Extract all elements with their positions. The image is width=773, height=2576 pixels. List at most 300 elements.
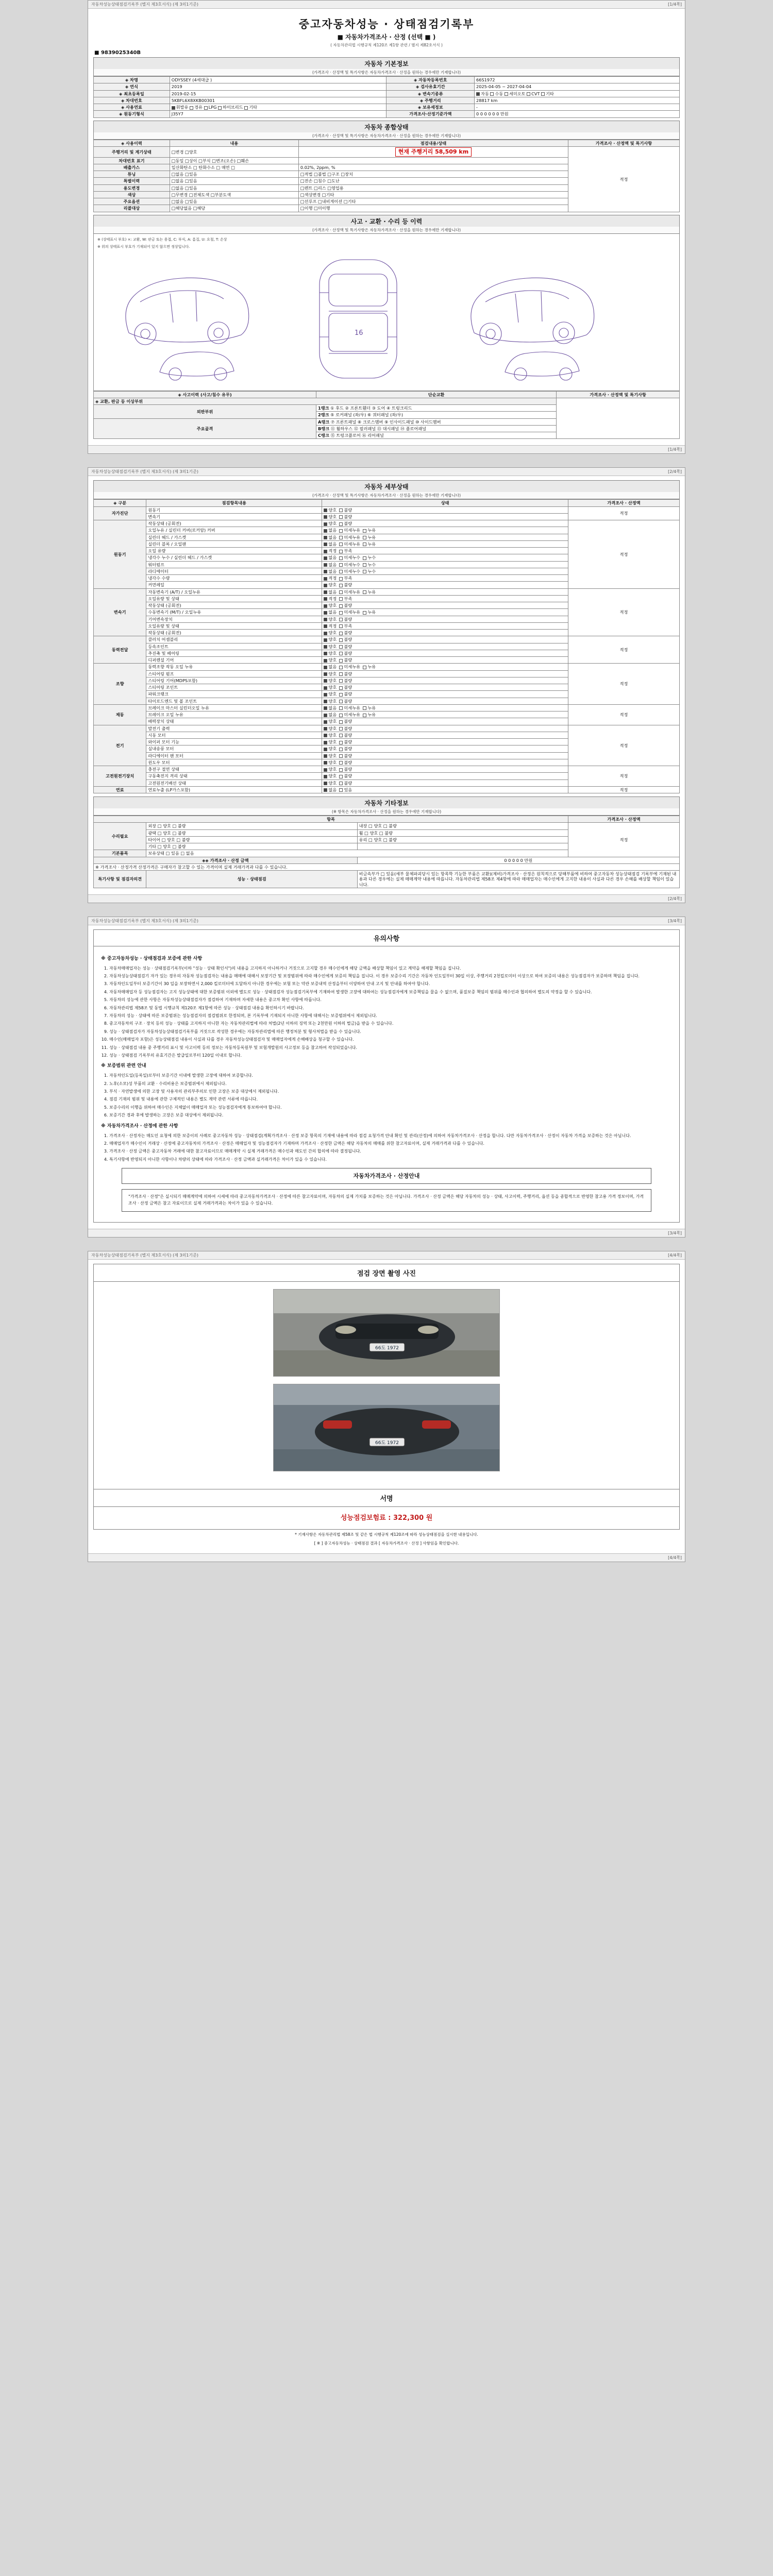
detail-item-label: 냉각수 수량 bbox=[146, 575, 322, 582]
option-label: 미세누유 bbox=[344, 609, 363, 615]
option-label: 누유 bbox=[367, 528, 379, 533]
option-label: 불량 bbox=[344, 739, 355, 744]
checkbox-불량-icon[interactable] bbox=[339, 638, 343, 642]
notice-item: 6. 보증기간 경과 후에 발생하는 고장은 보증 대상에서 제외됩니다. bbox=[109, 1112, 672, 1118]
checkbox-auto-icon[interactable] bbox=[476, 92, 480, 96]
detail-item-options[interactable] bbox=[322, 711, 568, 718]
detail-item-label: 디퍼렌셜 기어 bbox=[146, 657, 322, 664]
insurance-fee-label: 성능점검보험료 : bbox=[340, 1514, 391, 1522]
notice-item: 1. 가격조사 · 산정자는 매도인 요청에 의한 보증이의 사례로 중고자동차 성능 · 상태점검(계획가격조사 · 산정 보증 항목의 기재에 내용에 따라 점검 요청가격 안내 확인 및 관리(산정)에 의하여 자동차가격조사 · 산정을 합니다. 다만 자동차가격조사 · 산정이 자동차 가격을 보증하는 것은 아닙니다. bbox=[109, 1133, 672, 1139]
detail-item-options[interactable] bbox=[322, 609, 568, 616]
checkbox-양호-icon[interactable] bbox=[324, 604, 327, 608]
checkbox-불량-icon[interactable] bbox=[339, 618, 343, 621]
overall-row-detail[interactable]: □없음 □있음 bbox=[170, 184, 298, 191]
document-page-3 bbox=[88, 917, 685, 1238]
etc-cell[interactable]: 타이어 □ 양호 □ 불량 bbox=[146, 836, 357, 843]
detail-item-options[interactable] bbox=[322, 554, 568, 561]
option-label: 양호 bbox=[328, 753, 340, 758]
checkbox-누유-icon[interactable] bbox=[363, 611, 366, 615]
checkbox-cvt-icon[interactable] bbox=[527, 92, 530, 96]
fuel-options[interactable] bbox=[172, 105, 257, 110]
checkbox-양호-icon[interactable] bbox=[324, 584, 327, 587]
vehicle-photo-rear bbox=[273, 1384, 500, 1471]
option-label: 누유 bbox=[367, 589, 379, 595]
option-label: 누유 bbox=[367, 705, 379, 710]
checkbox-없음-icon[interactable] bbox=[324, 570, 327, 573]
basic-info-table bbox=[93, 76, 680, 118]
overall-row-detail[interactable]: □해당없음 □해당 bbox=[170, 205, 298, 212]
overall-row-detail[interactable]: □없음 □있음 bbox=[170, 198, 298, 205]
overall-col-usage: ◈ 사용이력 bbox=[94, 140, 170, 146]
detail-item-options[interactable] bbox=[322, 616, 568, 622]
checkbox-양호-icon[interactable] bbox=[324, 686, 327, 690]
checkbox-미세누수-icon[interactable] bbox=[339, 563, 343, 567]
notice-item: 2. 자동차성능상태점검기 자가 있는 경우의 자동차 성능점검자는 내용을 매매에 대해서 보장기간 및 보장범위에 따라 매수인에게 보증의 책임을 집니다. 이 경우 보증수리 기간은 자동차 인도일부터 30일 이상, 주행거리 2천킬로미터 이상으로 하여 보증의 내용은 성능점검자가 보증하며 책임을 집니다. bbox=[109, 973, 672, 979]
rank-label: A랭크 bbox=[318, 419, 330, 425]
section-accident-title: 사고 · 교환 · 수리 등 이력 bbox=[93, 215, 680, 227]
overall-row-label: 주행거리 및 계기상태 bbox=[94, 146, 170, 157]
checkbox-불량-icon[interactable] bbox=[339, 727, 343, 731]
overall-row-detail[interactable]: □무변경 □전체도색 □부분도색 bbox=[170, 191, 298, 198]
etc-cell[interactable]: 외장 □ 양호 □ 불량 bbox=[146, 823, 357, 829]
detail-item-options[interactable] bbox=[322, 527, 568, 534]
detail-item-options[interactable] bbox=[322, 630, 568, 636]
detail-item-options[interactable] bbox=[322, 773, 568, 779]
opt-label: 세미오토 bbox=[509, 91, 526, 96]
checkbox-불량-icon[interactable] bbox=[339, 679, 343, 683]
checkbox-미세누유-icon[interactable] bbox=[339, 590, 343, 594]
etc-table bbox=[93, 816, 680, 888]
checkbox-미세누수-icon[interactable] bbox=[339, 570, 343, 573]
checkbox-누유-icon[interactable] bbox=[363, 714, 366, 717]
checkbox-없음-icon[interactable] bbox=[324, 556, 327, 560]
checkbox-양호-icon[interactable] bbox=[324, 748, 327, 751]
detail-item-label: 스티어링 기어(MDPS포함) bbox=[146, 677, 322, 684]
option-label: 미세누수 bbox=[344, 568, 363, 574]
checkbox-불량-icon[interactable] bbox=[339, 768, 343, 772]
option-label: 양호 bbox=[328, 671, 340, 676]
topbar-left-text: 자동차성능상태점검기록부 (별지 제3호서식) (제 3의1기준) bbox=[91, 1252, 198, 1258]
option-label: 부족 bbox=[344, 623, 355, 629]
checkbox-lpg-icon[interactable] bbox=[204, 106, 208, 110]
checkbox-불량-icon[interactable] bbox=[339, 700, 343, 703]
checkbox-누수-icon[interactable] bbox=[363, 556, 366, 560]
detail-group-label: 제동 bbox=[94, 704, 146, 725]
total-price-value: 0 0 0 0 0 만원 bbox=[357, 857, 679, 863]
price-statement-body: "가격조사 · 산정"은 실시되기 매매계약에 의하여 시세에 따라 중고자동차가격조사 · 산정에 따른 참고자료이며, 자동차의 실제 가치를 보증하는 것은 아닙니다. 가격조사 · 산정 금액은 해당 자동차의 성능 · 상태, 사고이력, 주행거리, 옵션 등을 종합적으로 반영한 참고용 가격 정보이며, 가격조사 · 산정 금액은 참고 자료이므로 실제 거래가격과는 차이가 있을 수 있습니다. bbox=[122, 1189, 651, 1212]
checkbox-없음-icon[interactable] bbox=[324, 563, 327, 567]
option-label: 불량 bbox=[344, 780, 355, 786]
detail-item-label: 워터펌프 bbox=[146, 561, 322, 568]
checkbox-불량-icon[interactable] bbox=[339, 748, 343, 751]
detail-item-options[interactable] bbox=[322, 670, 568, 677]
detail-item-label: 추진축 및 베어링 bbox=[146, 650, 322, 656]
checkbox-양호-icon[interactable] bbox=[324, 672, 327, 676]
detail-item-options[interactable] bbox=[322, 732, 568, 738]
page2-topbar bbox=[88, 468, 685, 476]
detail-item-options[interactable] bbox=[322, 636, 568, 643]
detail-item-options[interactable] bbox=[322, 548, 568, 554]
option-label: 양호 bbox=[328, 739, 340, 744]
checkbox-semiauto-icon[interactable] bbox=[505, 92, 508, 96]
detail-item-label: 시동 모터 bbox=[146, 732, 322, 738]
option-label: 양호 bbox=[328, 507, 340, 513]
option-label: 불량 bbox=[344, 725, 355, 731]
detail-item-options[interactable] bbox=[322, 786, 568, 793]
photo-rear-svg bbox=[274, 1384, 500, 1471]
basic-value: 66S1972 bbox=[475, 77, 680, 83]
checkbox-누유-icon[interactable] bbox=[363, 529, 366, 533]
detail-group-note: 적정 bbox=[568, 588, 679, 636]
notice-item: 2. 매매업자가 매수인이 거래상 · 산정에 중고자동차의 가격조사 · 산정은 매매업자 및 성능점검자가 기재하며 가격조사 · 산정한 금액은 해당 자동차의 매매를 위한 참고자료이며, 실제 거래가격과 다를 수 있습니다. bbox=[109, 1141, 672, 1147]
detail-group-label: 고전원전기장치 bbox=[94, 766, 146, 787]
basic-label: ◈ 사용연료 bbox=[94, 104, 170, 111]
checkbox-부족-icon[interactable] bbox=[339, 624, 343, 628]
notice-heading-2: ※ 보증범위 관련 안내 bbox=[101, 1063, 146, 1069]
checkbox-미세누유-icon[interactable] bbox=[339, 529, 343, 533]
checkbox-없음-icon[interactable] bbox=[324, 590, 327, 594]
etc-cell[interactable]: 기타 □ 양호 □ 불량 bbox=[146, 843, 357, 850]
checkbox-불량-icon[interactable] bbox=[339, 645, 343, 649]
car-diagram-svg bbox=[96, 250, 677, 388]
table-row bbox=[94, 786, 680, 793]
checkbox-미세누유-icon[interactable] bbox=[339, 714, 343, 717]
detail-item-label: 발전기 출력 bbox=[146, 725, 322, 732]
detail-item-options[interactable] bbox=[322, 622, 568, 629]
checkbox-fuel-other-icon[interactable] bbox=[244, 106, 248, 110]
checkbox-불량-icon[interactable] bbox=[339, 686, 343, 690]
detail-item-options[interactable] bbox=[322, 657, 568, 664]
detail-item-options[interactable] bbox=[322, 602, 568, 609]
rank-row bbox=[316, 432, 557, 439]
detail-item-options[interactable] bbox=[322, 575, 568, 582]
transmission-options[interactable] bbox=[476, 91, 554, 96]
checkbox-불량-icon[interactable] bbox=[339, 604, 343, 608]
checkbox-있음-icon[interactable] bbox=[339, 788, 343, 792]
checkbox-누유-icon[interactable] bbox=[363, 536, 366, 539]
option-label: 불량 bbox=[344, 767, 355, 772]
checkbox-양호-icon[interactable] bbox=[324, 509, 327, 512]
option-label: 불량 bbox=[344, 582, 355, 588]
option-label: 누수 bbox=[367, 568, 379, 574]
checkbox-미세누유-icon[interactable] bbox=[339, 706, 343, 710]
detail-item-label: 윈도우 모터 bbox=[146, 759, 322, 766]
detail-item-options[interactable] bbox=[322, 520, 568, 527]
checkbox-양호-icon[interactable] bbox=[324, 768, 327, 772]
detail-item-options[interactable] bbox=[322, 725, 568, 732]
option-label: 없음 bbox=[328, 541, 340, 547]
basic-label: ◈ 원동기형식 bbox=[94, 111, 170, 117]
detail-item-options[interactable] bbox=[322, 561, 568, 568]
notice-sub-list bbox=[101, 1073, 672, 1118]
checkbox-양호-icon[interactable] bbox=[324, 632, 327, 635]
checkbox-없음-icon[interactable] bbox=[324, 543, 327, 546]
option-label: 적정 bbox=[328, 623, 340, 629]
checkbox-누유-icon[interactable] bbox=[363, 543, 366, 546]
detail-group-label: 동력전달 bbox=[94, 636, 146, 664]
checkbox-부족-icon[interactable] bbox=[339, 577, 343, 581]
table-row bbox=[94, 588, 680, 595]
notice-body bbox=[93, 946, 680, 1223]
checkbox-불량-icon[interactable] bbox=[339, 509, 343, 512]
basic-value: 2019 bbox=[170, 83, 386, 90]
etc-cell[interactable]: 광택 □ 양호 □ 불량 bbox=[146, 829, 357, 836]
detail-item-options[interactable] bbox=[322, 684, 568, 691]
detail-item-options[interactable] bbox=[322, 745, 568, 752]
detail-item-options[interactable] bbox=[322, 568, 568, 574]
overall-row-detail[interactable]: □변경 □양호 bbox=[170, 146, 298, 157]
detail-item-options[interactable] bbox=[322, 588, 568, 595]
basic-value: 0 0 0 0 0 0 만원 bbox=[475, 111, 680, 117]
checkbox-미세누유-icon[interactable] bbox=[339, 536, 343, 539]
detail-item-options[interactable] bbox=[322, 691, 568, 698]
document-page-2 bbox=[88, 467, 685, 903]
overall-note-cell: 적정 bbox=[568, 146, 679, 212]
overall-row-detail[interactable]: □동일 □상이 □부식 □변조(오손) □훼손 bbox=[170, 157, 298, 164]
detail-state-table bbox=[93, 499, 680, 793]
checkbox-불량-icon[interactable] bbox=[339, 522, 343, 526]
checkbox-불량-icon[interactable] bbox=[339, 761, 343, 765]
detail-item-options[interactable] bbox=[322, 779, 568, 786]
etc-group-basic-items: 기본품목 bbox=[94, 850, 146, 857]
notice-item: 5. 자동차의 성능에 관한 사항은 자동차성능상태점검자가 점검하여 기재하며 자세한 내용은 중고차 확인 사항에 따릅니다. bbox=[109, 997, 672, 1003]
checkbox-양호-icon[interactable] bbox=[324, 645, 327, 649]
detail-item-options[interactable] bbox=[322, 582, 568, 588]
detail-group-note: 적정 bbox=[568, 704, 679, 725]
option-label: 불량 bbox=[344, 691, 355, 697]
plate-text-2: 66도 1972 bbox=[375, 1440, 399, 1446]
diagram-legend-1: ※ (상태표시 부호) ×: 교환, W: 판금 또는 용접, C: 부식, A: 흠집, U: 요철, T: 손상 bbox=[97, 237, 227, 242]
notice-item: 3. 자동차인도일부터 보증기간이 30 일을 보장하면서 2,000 킬로미터에 도달하지 아니한 경우에는 보험 또는 약관 보증내역 산정을부터 이양하여 안내 고지 및 안내를 하여야 합니다. bbox=[109, 981, 672, 987]
topbar-right-text: [4/4쪽] bbox=[668, 1252, 682, 1258]
table-row bbox=[94, 863, 680, 870]
checkbox-없음-icon[interactable] bbox=[324, 529, 327, 533]
detail-item-options[interactable] bbox=[322, 664, 568, 670]
detail-item-label: 스티어링 펌프 bbox=[146, 670, 322, 677]
detail-item-options[interactable] bbox=[322, 752, 568, 759]
detail-item-options[interactable] bbox=[322, 698, 568, 704]
etc-cell[interactable]: 유리 □ 양호 □ 불량 bbox=[357, 836, 568, 843]
notice-item: 8. 중고자동차의 구조 · 장치 등의 성능 · 상태를 고지하지 아니한 자는 자동차관리법에 따라 처벌(2년 이하의 징역 또는 2천만원 이하의 벌금)을 받을 수 있습니다. bbox=[109, 1021, 672, 1027]
option-label: 불량 bbox=[344, 650, 355, 656]
option-label: 부족 bbox=[344, 575, 355, 581]
checkbox-없음-icon[interactable] bbox=[324, 706, 327, 710]
detail-group-label: 변속기 bbox=[94, 588, 146, 636]
detail-item-options[interactable] bbox=[322, 677, 568, 684]
checkbox-manual-icon[interactable] bbox=[490, 92, 494, 96]
option-label: 미세누유 bbox=[344, 712, 363, 717]
checkbox-양호-icon[interactable] bbox=[324, 700, 327, 703]
checkbox-양호-icon[interactable] bbox=[324, 720, 327, 724]
notice-item: 4. 특기사항에 반영되지 아니한 사항이나 차량의 상태에 따라 가격조사 · 산정 금액과 실거래가격은 차이가 있을 수 있습니다. bbox=[109, 1157, 672, 1163]
checkbox-양호-icon[interactable] bbox=[324, 727, 327, 731]
detail-item-options[interactable] bbox=[322, 766, 568, 773]
detail-item-options[interactable] bbox=[322, 513, 568, 520]
document-legal-note: ( 자동차관리법 시행규칙 제120조 제1항 관련 / 별지 제82호서식 ) bbox=[330, 43, 443, 47]
vehicle-photo-front bbox=[273, 1289, 500, 1377]
opt-label: CVT bbox=[531, 91, 540, 96]
option-label: 없음 bbox=[328, 609, 340, 615]
option-label: 미세누수 bbox=[344, 562, 363, 567]
checkbox-trans-other-icon[interactable] bbox=[541, 92, 545, 96]
option-label: 양호 bbox=[328, 630, 340, 635]
checkbox-양호-icon[interactable] bbox=[324, 638, 327, 642]
checkbox-적정-icon[interactable] bbox=[324, 550, 327, 553]
topbar-left-text: 자동차성능상태점검기록부 (별지 제3호서식) (제 3의1기준) bbox=[91, 469, 198, 474]
overall-col-detail: 내용 bbox=[170, 140, 298, 146]
table-row bbox=[94, 90, 680, 97]
checkbox-미세누유-icon[interactable] bbox=[339, 666, 343, 669]
option-label: 미세누유 bbox=[344, 705, 363, 710]
detail-item-options[interactable] bbox=[322, 739, 568, 745]
option-label: 양호 bbox=[328, 616, 340, 622]
detail-item-label: 작동상태 (공회전) bbox=[146, 602, 322, 609]
overall-row-label: 특별이력 bbox=[94, 178, 170, 184]
checkbox-미세누수-icon[interactable] bbox=[339, 556, 343, 560]
checkbox-양호-icon[interactable] bbox=[324, 761, 327, 765]
checkbox-불량-icon[interactable] bbox=[339, 754, 343, 758]
checkbox-누수-icon[interactable] bbox=[363, 563, 366, 567]
checkbox-불량-icon[interactable] bbox=[339, 782, 343, 785]
checkbox-미세누유-icon[interactable] bbox=[339, 611, 343, 615]
checkbox-적정-icon[interactable] bbox=[324, 597, 327, 601]
overall-row-label: 색상 bbox=[94, 191, 170, 198]
rank-label: 1랭크 bbox=[318, 405, 329, 411]
checkbox-양호-icon[interactable] bbox=[324, 754, 327, 758]
option-label: 없음 bbox=[328, 555, 340, 561]
table-row bbox=[94, 766, 680, 773]
detail-item-options[interactable] bbox=[322, 759, 568, 766]
detail-item-label: 실린더 헤드 / 가스켓 bbox=[146, 534, 322, 540]
checkbox-불량-icon[interactable] bbox=[339, 720, 343, 724]
checkbox-불량-icon[interactable] bbox=[339, 632, 343, 635]
document-page-1 bbox=[88, 0, 685, 454]
notice-item: 1. 자동차매매업자는 성능 · 상태점검기록부(이하 "성능 · 상태 확인서")의 내용을 고지하지 아니하거나 거짓으로 고지할 경우 매수인에게 해당 금액을 배상할 책임이 있고 계약을 해제할 책임을 집니다. bbox=[109, 965, 672, 972]
checkbox-양호-icon[interactable] bbox=[324, 652, 327, 655]
checkbox-불량-icon[interactable] bbox=[339, 734, 343, 737]
detail-item-options[interactable] bbox=[322, 595, 568, 602]
detail-group-label: 연료 bbox=[94, 786, 146, 793]
detail-item-label: 파워크랭크 bbox=[146, 691, 322, 698]
checkbox-양호-icon[interactable] bbox=[324, 741, 327, 744]
basic-label: ◈ 최초등록일 bbox=[94, 90, 170, 97]
checkbox-불량-icon[interactable] bbox=[339, 515, 343, 519]
checkbox-양호-icon[interactable] bbox=[324, 522, 327, 526]
checkbox-적정-icon[interactable] bbox=[324, 577, 327, 581]
checkbox-누유-icon[interactable] bbox=[363, 590, 366, 594]
price-statement-title: 자동차가격조사 · 산정안내 bbox=[122, 1168, 651, 1184]
etc-cell[interactable]: 휠 □ 양호 □ 불량 bbox=[357, 829, 568, 836]
page2-bottombar bbox=[88, 894, 685, 903]
etc-cell[interactable] bbox=[357, 843, 568, 850]
checkbox-양호-icon[interactable] bbox=[324, 782, 327, 785]
detail-item-label: 스티어링 조인트 bbox=[146, 684, 322, 691]
checkbox-양호-icon[interactable] bbox=[324, 693, 327, 697]
checkbox-diesel-icon[interactable] bbox=[190, 106, 193, 110]
table-row bbox=[94, 506, 680, 513]
checkbox-없음-icon[interactable] bbox=[324, 611, 327, 615]
overall-row-detail[interactable]: □없음 □있음 bbox=[170, 178, 298, 184]
checkbox-누유-icon[interactable] bbox=[363, 666, 366, 669]
page-number-1: [1/4쪽] bbox=[668, 447, 682, 452]
checkbox-양호-icon[interactable] bbox=[324, 775, 327, 778]
option-label: 누수 bbox=[367, 562, 379, 567]
checkbox-양호-icon[interactable] bbox=[324, 659, 327, 663]
checkbox-양호-icon[interactable] bbox=[324, 734, 327, 737]
checkbox-부족-icon[interactable] bbox=[339, 550, 343, 553]
checkbox-불량-icon[interactable] bbox=[339, 659, 343, 663]
overall-state-table bbox=[93, 140, 680, 212]
special-note-label: 특기사항 및 점검자의견 bbox=[94, 871, 146, 888]
checkbox-적정-icon[interactable] bbox=[324, 624, 327, 628]
basic-label: ◈ 주행거리 bbox=[386, 97, 475, 104]
rank-items: ⑤ 로커패널 (좌/우) ⑥ 쿼터패널 (좌/우) bbox=[330, 412, 404, 418]
detail-item-label: 냉각수 누수 / 실린더 헤드 / 가스켓 bbox=[146, 554, 322, 561]
basic-label: ◈ 차명 bbox=[94, 77, 170, 83]
checkbox-없음-icon[interactable] bbox=[324, 536, 327, 539]
detail-item-options[interactable] bbox=[322, 650, 568, 656]
table-row bbox=[94, 146, 680, 157]
checkbox-없음-icon[interactable] bbox=[324, 666, 327, 669]
checkbox-양호-icon[interactable] bbox=[324, 679, 327, 683]
checkbox-없음-icon[interactable] bbox=[324, 788, 327, 792]
checkbox-없음-icon[interactable] bbox=[324, 714, 327, 717]
checkbox-부족-icon[interactable] bbox=[339, 597, 343, 601]
checkbox-불량-icon[interactable] bbox=[339, 775, 343, 778]
detail-item-options[interactable] bbox=[322, 704, 568, 711]
detail-item-label: 배력장치 상태 bbox=[146, 718, 322, 725]
detail-item-options[interactable] bbox=[322, 534, 568, 540]
etc-cell[interactable]: 보유상태 □ 있음 □ 없음 bbox=[146, 850, 568, 857]
checkbox-불량-icon[interactable] bbox=[339, 741, 343, 744]
basic-label: ◈ 보유세정보 bbox=[386, 104, 475, 111]
table-row bbox=[94, 823, 680, 829]
option-label: 없음 bbox=[328, 589, 340, 595]
checkbox-누수-icon[interactable] bbox=[363, 570, 366, 573]
checkbox-누유-icon[interactable] bbox=[363, 706, 366, 710]
topbar-right-text: [1/4쪽] bbox=[668, 2, 682, 7]
checkbox-불량-icon[interactable] bbox=[339, 693, 343, 697]
checkbox-불량-icon[interactable] bbox=[339, 672, 343, 676]
checkbox-불량-icon[interactable] bbox=[339, 584, 343, 587]
notice-item: 4. 자동차매매업자 등 성능점검자는 고지 성능상태에 대한 보증범위 이외에 별도로 성능 · 상태점검자 성능점검기록부에 기재하여 발생한 고장에 대하여는 성능점검자에게 보증책임을 물을 수 없으며, 품질보증 책임의 범위를 매수인과 협의하여 별도의 약정을 할 수 있습니다. bbox=[109, 989, 672, 995]
checkbox-양호-icon[interactable] bbox=[324, 515, 327, 519]
detail-item-options[interactable] bbox=[322, 643, 568, 650]
checkbox-gasoline-icon[interactable] bbox=[172, 106, 175, 110]
detail-item-options[interactable] bbox=[322, 506, 568, 513]
insurance-fee-line bbox=[93, 1507, 680, 1530]
option-label: 없음 bbox=[328, 705, 340, 710]
overall-row-detail[interactable]: □없음 □있음 bbox=[170, 171, 298, 178]
detail-item-label: 타이로드엔드 및 볼 조인트 bbox=[146, 698, 322, 704]
detail-item-options[interactable] bbox=[322, 718, 568, 725]
checkbox-불량-icon[interactable] bbox=[339, 652, 343, 655]
checkbox-미세누유-icon[interactable] bbox=[339, 543, 343, 546]
rank-label: C랭크 bbox=[318, 433, 329, 438]
topbar-left-text: 자동차성능상태점검기록부 (별지 제3호서식) (제 3의1기준) bbox=[91, 918, 198, 923]
table-row bbox=[94, 104, 680, 111]
etc-cell[interactable]: 내장 □ 양호 □ 불량 bbox=[357, 823, 568, 829]
option-label: 미세누유 bbox=[344, 589, 363, 595]
option-label: 양호 bbox=[328, 603, 340, 608]
checkbox-hybrid-icon[interactable] bbox=[218, 106, 222, 110]
detail-item-options[interactable] bbox=[322, 540, 568, 547]
checkbox-양호-icon[interactable] bbox=[324, 618, 327, 621]
overall-row-detail[interactable]: 일산화탄소 □ 탄화수소 □ 매연 □ bbox=[170, 164, 298, 171]
diagram-legend-2: ※ 위의 상태표시 부호가 기재되어 있지 않으면 정상입니다. bbox=[97, 244, 190, 249]
special-note-text: 비금속부가 □ 있음(세부 물체파괴당시 있는 항목학 기능한 부품은 교환)(제비)가격조사 · 산정은 원칙적으로 당해부품에 비하여 중고자동차 성능상태점검 기록부에 기재된 내용과 다른 경우에는 실제 매매계약 내용에 따릅니다. 자동차관리법 제58조 제4항에 따라 매매업자는 매수인에게 고지한 내용이 사실과 다른 경우 손해를 배상할 책임이 있습니다. bbox=[357, 871, 679, 888]
overall-row-state: 0.02%, 2ppm, % bbox=[298, 164, 568, 171]
